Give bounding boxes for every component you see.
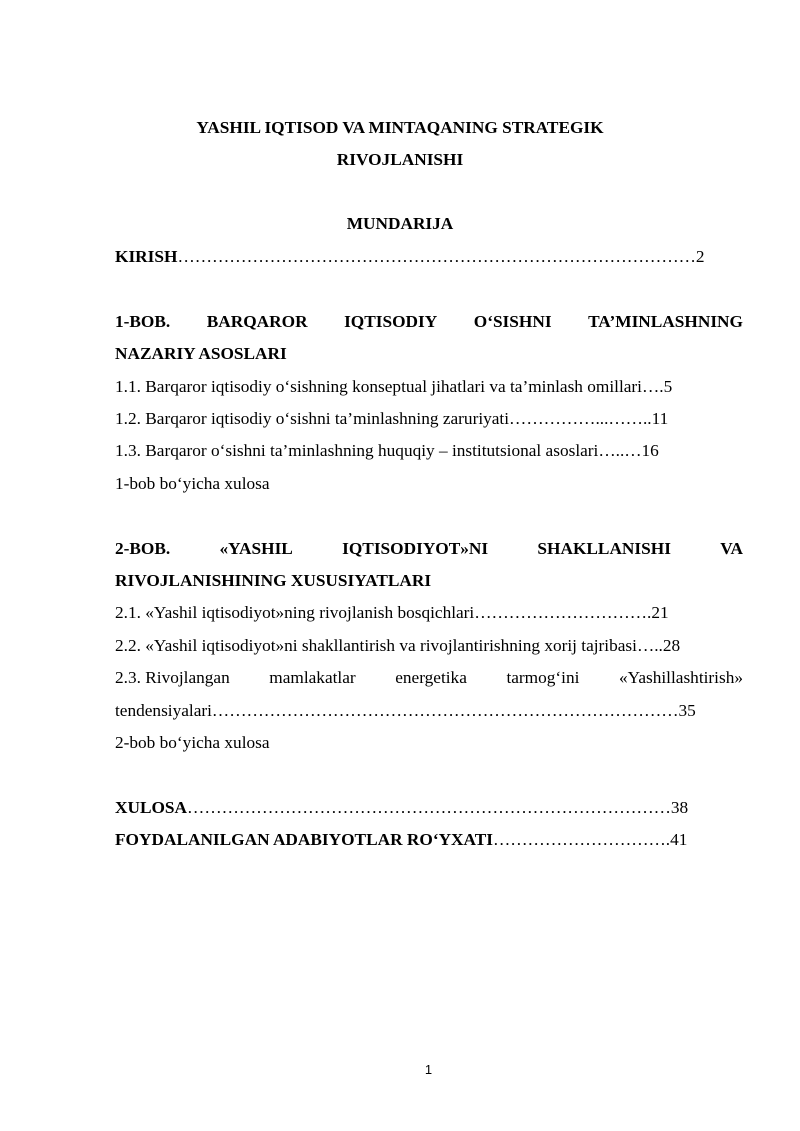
document-title-line-2: RIVOJLANISHI	[336, 150, 464, 169]
toc-item-2-3-word: mamlakatlar	[269, 668, 356, 687]
chapter-1-conclusion: 1-bob bo‘yicha xulosa	[115, 474, 270, 493]
toc-entry-intro-page: 2	[695, 247, 705, 266]
chapter-2-heading-word: «YASHIL	[219, 539, 293, 558]
toc-item-2-3-word: tarmog‘ini	[506, 668, 580, 687]
document-title-line-1: YASHIL IQTISOD VA MINTAQANING STRATEGIK	[196, 118, 604, 137]
chapter-2-heading-line-1	[115, 538, 743, 560]
toc-entry-conclusion	[115, 797, 743, 819]
toc-item-2-3-word: energetika	[395, 668, 467, 687]
chapter-1-heading-word: TA’MINLASHNING	[588, 312, 743, 331]
toc-heading: MUNDARIJA	[346, 214, 454, 233]
toc-entry-intro-label: KIRISH	[115, 247, 178, 266]
chapter-1-heading-word: BARQAROR	[206, 312, 308, 331]
toc-item-1-2: 1.2. Barqaror iqtisodiy o‘sishni ta’minlashning zaruriyati……………...……..11	[115, 409, 669, 428]
toc-entry-references	[115, 829, 743, 851]
chapter-2-heading-word: IQTISODIYOT»NI	[342, 539, 489, 558]
chapter-1-heading-word: 1-BOB.	[115, 312, 171, 331]
toc-item-2-3-line-1	[115, 667, 743, 689]
toc-item-2-3-line-2: tendensiyalari………………………………………………………………………35	[115, 701, 696, 720]
chapter-1-heading-word: IQTISODIY	[344, 312, 438, 331]
chapter-2-heading-word: VA	[720, 539, 743, 558]
chapter-2-heading-word: 2-BOB.	[115, 539, 171, 558]
toc-entry-conclusion-label: XULOSA	[115, 798, 188, 817]
toc-item-1-1: 1.1. Barqaror iqtisodiy o‘sishning konseptual jihatlari va ta’minlash omillari….5	[115, 377, 673, 396]
chapter-1-heading-line-2: NAZARIY ASOSLARI	[115, 344, 287, 363]
toc-entry-intro-leader: ………………………………………………………………………………	[177, 247, 696, 266]
toc-item-2-3-word: «Yashillashtirish»	[618, 668, 743, 687]
page-number: 1	[424, 1062, 433, 1077]
toc-item-2-3-word: 2.3. Rivojlangan	[115, 668, 230, 687]
toc-item-2-1: 2.1. «Yashil iqtisodiyot»ning rivojlanish bosqichlari………………………….21	[115, 603, 669, 622]
toc-entry-conclusion-leader: …………………………………………………………………………	[187, 798, 671, 817]
toc-item-1-3: 1.3. Barqaror o‘sishni ta’minlashning huquqiy – institutsional asoslari…..…16	[115, 441, 659, 460]
chapter-2-conclusion: 2-bob bo‘yicha xulosa	[115, 733, 270, 752]
toc-entry-conclusion-page: 38	[670, 798, 689, 817]
toc-entry-intro	[115, 246, 743, 268]
chapter-2-heading-word: SHAKLLANISHI	[537, 539, 671, 558]
chapter-1-heading-line-1	[115, 311, 743, 333]
toc-entry-references-label: FOYDALANILGAN ADABIYOTLAR RO‘YXATI	[115, 830, 493, 849]
toc-entry-references-page: 41	[670, 830, 688, 849]
toc-item-2-2: 2.2. «Yashil iqtisodiyot»ni shakllantirish va rivojlantirishning xorij tajribasi…..28	[115, 636, 681, 655]
chapter-2-heading-line-2: RIVOJLANISHINING XUSUSIYATLARI	[115, 571, 432, 590]
toc-entry-references-leader: ………………………….	[492, 830, 671, 849]
chapter-1-heading-word: O‘SISHNI	[473, 312, 552, 331]
